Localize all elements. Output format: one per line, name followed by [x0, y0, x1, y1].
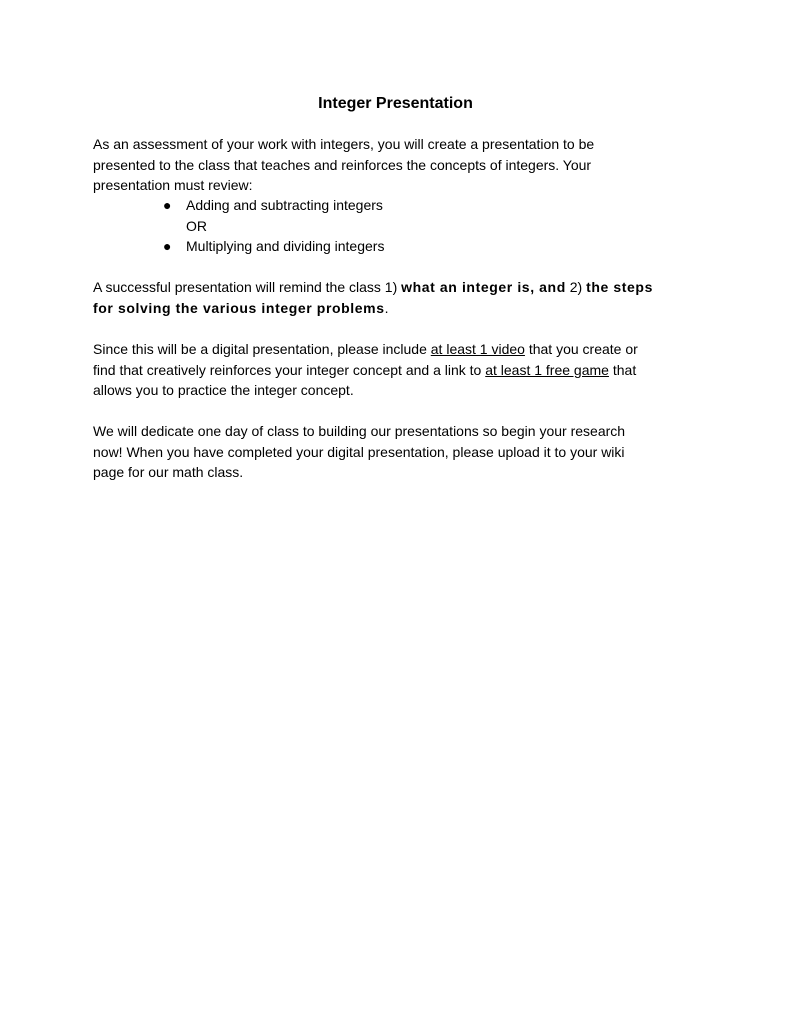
list-item-label: Multiplying and dividing integers: [186, 238, 385, 254]
bullet-icon: ●: [163, 197, 172, 213]
success-bold-1: what an integer is, and: [401, 279, 566, 295]
list-separator: [160, 216, 384, 237]
digital-text: that you create or: [524, 341, 638, 357]
closing-line-2: now! When you have completed your digital presentation, please upload it to your wiki: [93, 443, 625, 460]
or-label: OR: [186, 217, 207, 234]
digital-line-2: [93, 360, 708, 381]
digital-text: Since this will be a digital presentation, please include: [93, 341, 431, 357]
list-item: [160, 236, 384, 257]
success-bold-2a: the steps: [586, 279, 653, 295]
closing-paragraph: [93, 421, 708, 483]
page-title: Integer Presentation: [318, 95, 473, 112]
intro-paragraph: [93, 134, 708, 196]
success-paragraph: [93, 277, 708, 318]
success-line-1: [93, 277, 708, 298]
list-item: [160, 195, 384, 216]
closing-line-1: We will dedicate one day of class to building our presentations so begin your research: [93, 423, 626, 439]
review-list: [160, 195, 384, 257]
success-suffix: .: [384, 299, 389, 316]
success-bold-2b: for solving the various integer problems: [93, 299, 385, 316]
list-item-label: Adding and subtracting integers: [186, 197, 383, 213]
digital-line-1: [93, 339, 708, 360]
intro-line-3: presentation must review:: [93, 177, 253, 193]
success-prefix: A successful presentation will remind the class 1): [93, 279, 402, 295]
intro-line-1: As an assessment of your work with integers, you will create a presentation to be: [93, 136, 595, 152]
digital-text: that: [608, 361, 637, 378]
digital-line-3: allows you to practice the integer concept.: [93, 382, 354, 398]
intro-line-2: presented to the class that teaches and reinforces the concepts of integers. Your: [93, 156, 592, 173]
game-link[interactable]: at least 1 free game: [485, 361, 609, 378]
closing-line-3: page for our math class.: [93, 464, 244, 480]
success-line-2: [93, 298, 708, 319]
bullet-icon: ●: [163, 238, 172, 254]
success-middle: 2): [565, 279, 587, 295]
digital-paragraph: [93, 339, 708, 401]
video-link[interactable]: at least 1 video: [430, 341, 525, 357]
digital-text: find that creatively reinforces your integer concept and a link to: [93, 361, 486, 378]
